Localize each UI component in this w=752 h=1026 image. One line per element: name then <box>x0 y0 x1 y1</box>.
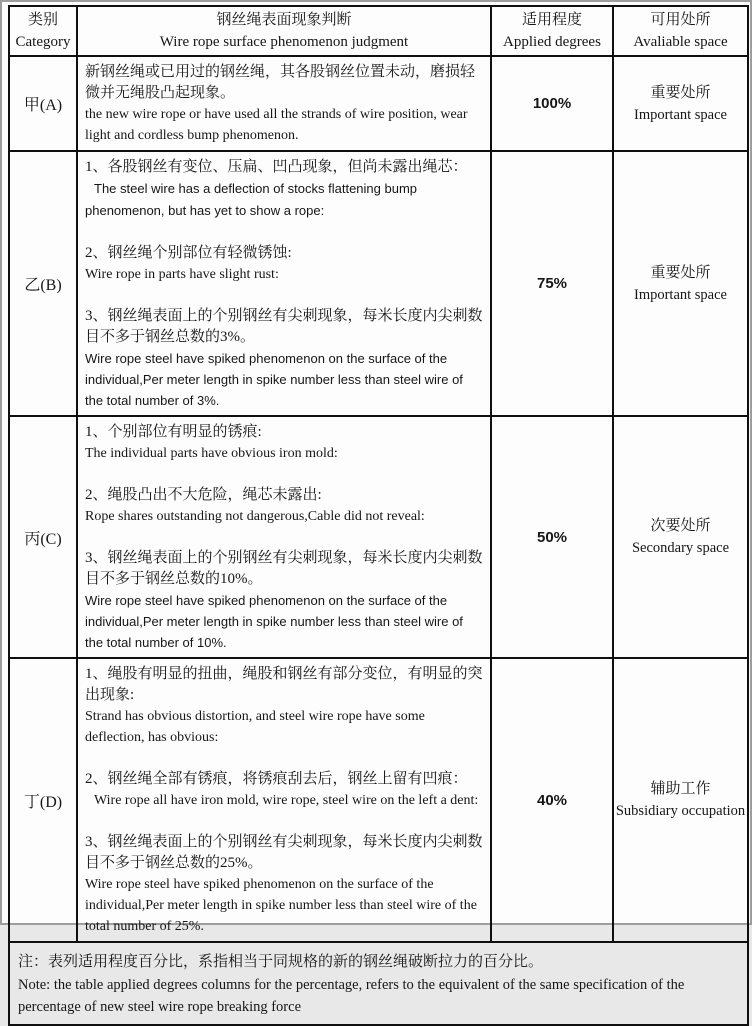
space-zh: 重要处所 <box>650 264 711 281</box>
judgment-item-en: Rope shares outstanding not dangerous,Cable did not reveal: <box>85 509 425 524</box>
note-cell <box>9 942 748 1025</box>
judgment-item <box>85 422 483 464</box>
header-space-en: Avaliable space <box>633 34 728 50</box>
judgment-item-zh: 新钢丝绳或已用过的钢丝绳，其各股钢丝位置未动，磨损轻微并无绳股凸起现象。 <box>85 64 476 101</box>
space-zh: 辅助工作 <box>650 781 711 797</box>
header-cell-judgment <box>77 6 491 56</box>
note-zh: 注：表列适用程度百分比，系指相当于同规格的新的钢丝绳破断拉力的百分比。 <box>18 954 544 970</box>
table-row-d <box>9 658 748 942</box>
judgment-item <box>85 664 483 748</box>
category-cell: 丁(D) <box>9 658 77 942</box>
header-category-zh: 类别 <box>27 12 58 28</box>
space-zh: 次要处所 <box>650 518 711 534</box>
degrees-cell: 40% <box>491 658 613 942</box>
judgment-item-zh: 3、钢丝绳表面上的个别钢丝有尖刺现象，每米长度内尖刺数目不多于钢丝总数的25%。 <box>85 834 483 871</box>
table-row-a <box>9 56 748 151</box>
judgment-item-zh: 2、绳股凸出不大危险，绳芯未露出: <box>85 487 322 503</box>
space-cell <box>613 151 748 416</box>
judgment-item-zh: 1、各股钢丝有变位、压扁、凹凸现象，但尚未露出绳芯： <box>85 159 468 175</box>
judgment-cell <box>77 416 491 658</box>
wire-rope-judgment-table <box>8 5 749 1026</box>
judgment-cell <box>77 56 491 151</box>
degrees-cell: 75% <box>491 151 613 416</box>
header-cell-degrees <box>491 6 613 56</box>
judgment-item <box>85 62 483 146</box>
judgment-item-zh: 1、绳股有明显的扭曲，绳股和钢丝有部分变位，有明显的突出现象: <box>85 666 483 703</box>
category-cell: 乙(B) <box>9 151 77 416</box>
judgment-item-en: The individual parts have obvious iron mold: <box>85 446 338 461</box>
table-row-b <box>9 151 748 416</box>
judgment-item-zh: 3、钢丝绳表面上的个别钢丝有尖刺现象，每米长度内尖刺数目不多于钢丝总数的3%。 <box>85 308 483 345</box>
space-en: Important space <box>633 106 727 123</box>
space-en: Important space <box>633 286 727 303</box>
category-cell: 丙(C) <box>9 416 77 658</box>
header-judgment-zh: 钢丝绳表面现象判断 <box>216 12 352 28</box>
judgment-item-en: Strand has obvious distortion, and steel wire rope have some deflection, has obvious: <box>85 709 425 745</box>
judgment-item-en: Wire rope in parts have slight rust: <box>85 267 279 282</box>
judgment-item <box>85 306 483 411</box>
space-cell <box>613 416 748 658</box>
space-cell <box>613 56 748 151</box>
judgment-item-zh: 3、钢丝绳表面上的个别钢丝有尖刺现象，每米长度内尖刺数目不多于钢丝总数的10%。 <box>85 550 483 587</box>
space-cell <box>613 658 748 942</box>
header-judgment-en: Wire rope surface phenomenon judgment <box>159 34 409 50</box>
judgment-item <box>85 243 483 285</box>
header-space-zh: 可用处所 <box>650 12 711 28</box>
header-degrees-zh: 适用程度 <box>521 12 582 28</box>
judgment-item-en: Wire rope steel have spiked phenomenon on the surface of the individual,Per meter length in spike number less than steel wire of the total number of 10%. <box>85 593 463 650</box>
judgment-item <box>85 548 483 653</box>
space-en: Secondary space <box>631 540 730 556</box>
judgment-cell <box>77 151 491 416</box>
header-cell-space <box>613 6 748 56</box>
header-row <box>9 6 748 56</box>
degrees-cell: 100% <box>491 56 613 151</box>
judgment-item <box>85 832 483 937</box>
judgment-item <box>85 157 483 222</box>
judgment-item-zh: 1、个别部位有明显的锈痕: <box>85 424 262 440</box>
category-cell: 甲(A) <box>9 56 77 151</box>
header-degrees-en: Applied degrees <box>503 34 601 50</box>
judgment-item-zh: 2、钢丝绳全部有锈痕，将锈痕刮去后，钢丝上留有凹痕： <box>85 771 468 787</box>
note-en: Note: the table applied degrees columns for the percentage, refers to the equivalent of the same specification of the percentage of new steel wire rope breaking force <box>18 977 685 1015</box>
note-row <box>9 942 748 1025</box>
judgment-item-en: Wire rope steel have spiked phenomenon on the surface of the individual,Per meter length in spike number less than steel wire of the total number of 3%. <box>85 351 463 408</box>
judgment-item-en: Wire rope all have iron mold, wire rope, steel wire on the left a dent: <box>94 793 479 808</box>
judgment-cell <box>77 658 491 942</box>
space-en: Subsidiary occupation <box>615 803 746 819</box>
header-cell-category <box>9 6 77 56</box>
degrees-cell: 50% <box>491 416 613 658</box>
space-zh: 重要处所 <box>650 84 711 101</box>
judgment-item-en: Wire rope steel have spiked phenomenon on the surface of the individual,Per meter length in spike number less than steel wire of the total number of 25%. <box>85 877 477 934</box>
table-row-c <box>9 416 748 658</box>
judgment-item-en: the new wire rope or have used all the strands of wire position, wear light and cordless bump phenomenon. <box>85 107 468 143</box>
header-category-en: Category <box>15 34 71 50</box>
judgment-item-zh: 2、钢丝绳个别部位有轻微锈蚀: <box>85 245 292 261</box>
judgment-item <box>85 769 483 811</box>
judgment-item <box>85 485 483 527</box>
judgment-item-en: The steel wire has a deflection of stocks flattening bump phenomenon, but has yet to show a rope: <box>85 181 418 218</box>
